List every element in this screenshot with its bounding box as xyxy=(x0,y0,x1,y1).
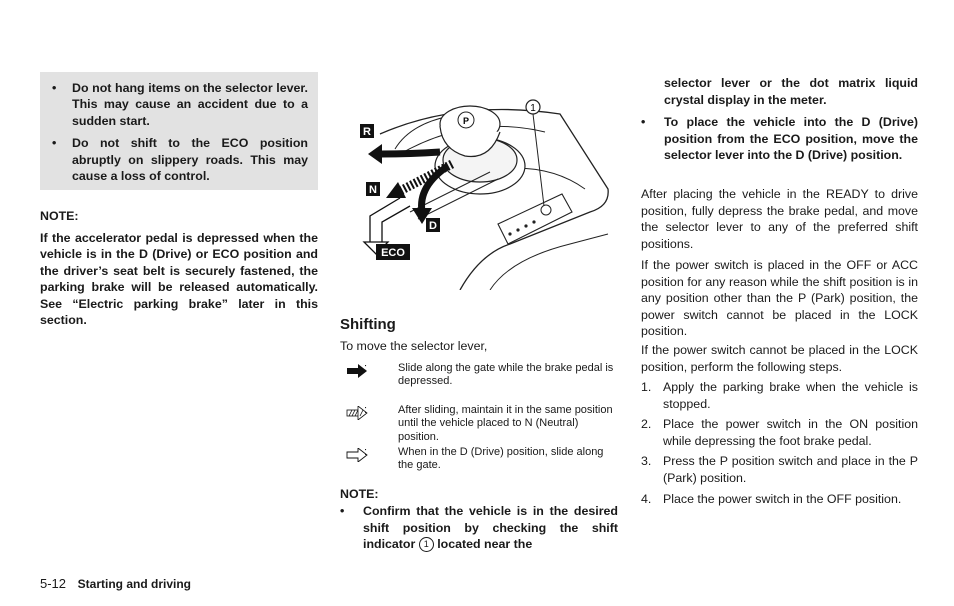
d-label: D xyxy=(429,220,437,232)
page-footer xyxy=(40,576,191,591)
note-bullet xyxy=(641,114,918,164)
note-text-continued: located near the xyxy=(437,537,533,552)
bullet: • xyxy=(52,81,57,95)
arrow-legend xyxy=(340,362,618,488)
page-number: 5-12 xyxy=(40,576,67,591)
legend-text: After sliding, maintain it in the same position until the vehicle placed to N (Neutral) position. xyxy=(398,404,613,443)
body-paragraph: After placing the vehicle in the READY to drive position, fully depress the brake pedal, and move the selector lever to any of the preferred shift positions. xyxy=(641,187,918,251)
section-name: Starting and driving xyxy=(77,577,191,591)
legend-row xyxy=(340,446,618,488)
note-text: Confirm that the vehicle is in the desired shift position by checking the shift indicator xyxy=(363,504,618,552)
steps-list xyxy=(641,379,918,511)
r-label: R xyxy=(363,126,371,138)
legend-colon: : xyxy=(364,446,368,458)
note-text: If the accelerator pedal is depressed when the vehicle is in the D (Drive) or ECO position and the driver’s seat belt is securely fastened, the parking brake will be released automatically. See “Electric parking brake” later in this section. xyxy=(40,231,318,328)
step-number: 3. xyxy=(641,454,652,469)
step-number: 1. xyxy=(641,380,652,394)
step-item xyxy=(641,379,918,412)
eco-label: ECO xyxy=(381,247,405,259)
step-item xyxy=(641,453,918,486)
warning-text: Do not hang items on the selector lever. This may cause an accident due to a sudden start. xyxy=(72,81,308,128)
section-intro: To move the selector lever, xyxy=(340,339,488,353)
step-item xyxy=(641,491,918,508)
hatched-arrow-icon xyxy=(342,406,372,420)
knob-label: P xyxy=(462,116,470,126)
legend-colon: : xyxy=(364,404,368,416)
warning-text: Do not shift to the ECO position abruptly on slippery roads. This may cause a loss of control. xyxy=(72,136,308,184)
selector-lever-figure xyxy=(340,94,618,290)
body-paragraph: If the power switch is placed in the OFF or ACC position for any reason while the shift position is in any position other than the P (Park) position, the power switch cannot be placed in the LOCK position. xyxy=(641,258,918,339)
legend-text: When in the D (Drive) position, slide along the gate. xyxy=(398,446,604,472)
step-text: Place the power switch in the ON position while depressing the foot brake pedal. xyxy=(663,417,918,448)
note-bullet xyxy=(340,503,618,553)
note-text-continuation: selector lever or the dot matrix liquid crystal display in the meter. xyxy=(664,76,918,107)
legend-colon: : xyxy=(364,362,368,374)
legend-row xyxy=(340,404,618,446)
step-number: 2. xyxy=(641,417,652,432)
warning-box xyxy=(40,72,318,190)
bullet: • xyxy=(52,136,57,151)
legend-row xyxy=(340,362,618,404)
step-text: Place the power switch in the OFF position. xyxy=(663,491,902,506)
step-text: Press the P position switch and place in the P (Park) position. xyxy=(663,454,918,485)
warning-item xyxy=(50,80,308,129)
warning-item xyxy=(50,135,308,184)
callout-number: 1 xyxy=(419,537,434,552)
section-title: Shifting xyxy=(340,316,396,333)
n-label: N xyxy=(369,184,377,196)
callout-number: 1 xyxy=(530,103,536,114)
bullet: • xyxy=(641,115,646,129)
body-paragraph: If the power switch cannot be placed in the LOCK position, perform the following steps. xyxy=(641,343,918,374)
outline-arrow-icon xyxy=(342,448,372,462)
legend-text: Slide along the gate while the brake pedal is depressed. xyxy=(398,362,614,388)
step-text: Apply the parking brake when the vehicle is stopped. xyxy=(663,380,918,411)
note-text: To place the vehicle into the D (Drive) position from the ECO position, move the selector lever into the D (Drive) position. xyxy=(664,115,918,163)
solid-arrow-icon xyxy=(342,364,372,378)
warning-list xyxy=(40,72,318,184)
step-number: 4. xyxy=(641,491,652,506)
bullet: • xyxy=(340,504,345,518)
note-heading: NOTE: xyxy=(40,209,79,223)
step-item xyxy=(641,416,918,449)
note-heading: NOTE: xyxy=(340,487,379,501)
selector-lever-illustration xyxy=(340,94,618,290)
